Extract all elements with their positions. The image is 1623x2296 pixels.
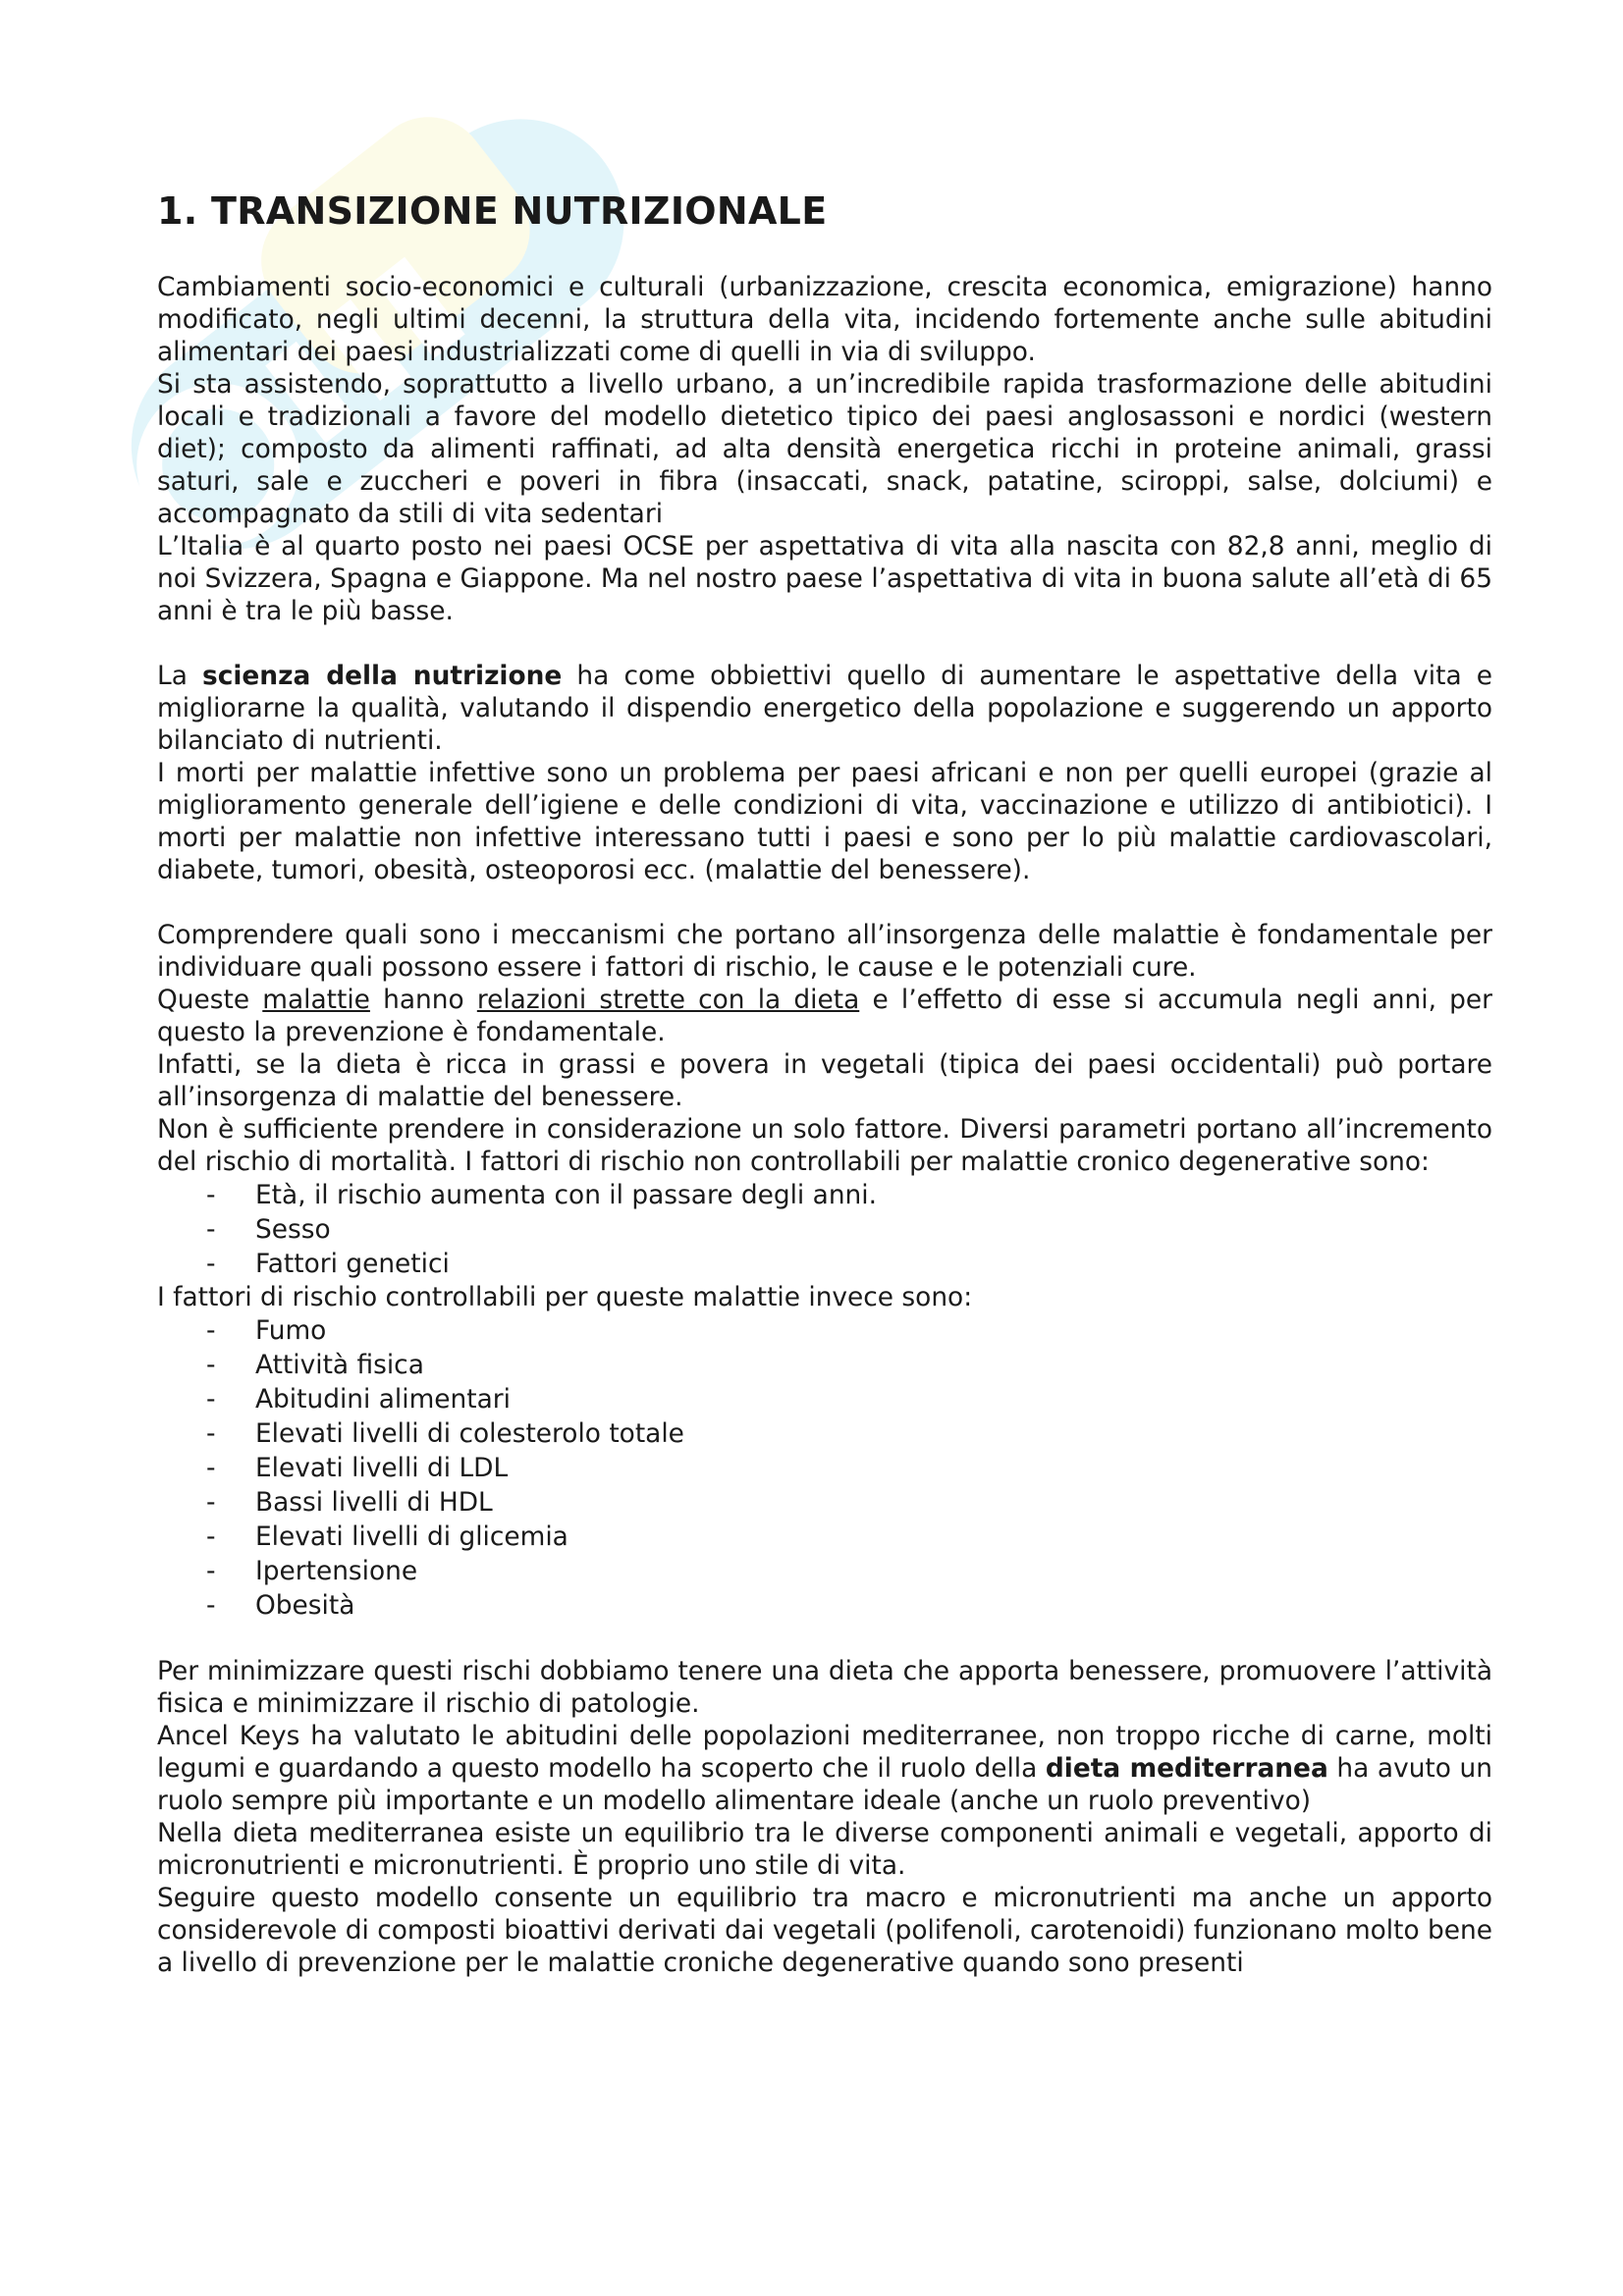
list-item-text: Elevati livelli di colesterolo totale — [255, 1418, 684, 1449]
section-nutrition-science — [157, 660, 1492, 886]
bullet-dash: - — [206, 1180, 216, 1210]
paragraph: Cambiamenti socio-economici e culturali (urbanizzazione, crescita economica, emigrazione) hanno modificato, negli ultimi decenni, la struttura della vita, incidendo fortemente anche sulle abitudini alimentari dei paesi industrializzati come di quelli in via di sviluppo. — [157, 272, 1492, 367]
bullet-dash: - — [206, 1487, 216, 1518]
text-run: Queste — [157, 985, 263, 1015]
paragraph: Comprendere quali sono i meccanismi che portano all’insorgenza delle malattie è fondamentale per individuare quali possono essere i fattori di rischio, le cause e le potenziali cure. — [157, 920, 1492, 983]
bullet-dash: - — [206, 1315, 216, 1346]
list-item-text: Attività fisica — [255, 1350, 424, 1380]
list-item — [157, 1382, 1492, 1416]
list-item-text: Sesso — [255, 1214, 331, 1245]
paragraph: Nella dieta mediterranea esiste un equilibrio tra le diverse componenti animali e vegetali, apporto di micronutrienti e micronutrienti. È proprio uno stile di vita. — [157, 1818, 1492, 1881]
text-run: Ancel Keys ha valutato le abitudini delle popolazioni mediterranee, non troppo ricche di carne, molti legumi e guardando a questo modello ha scoperto che il ruolo della — [157, 1721, 1492, 1784]
list-item — [157, 1247, 1492, 1281]
document-page — [157, 188, 1492, 1979]
list-item — [157, 1451, 1492, 1485]
text-run: ha avuto un ruolo sempre più importante e un modello alimentare ideale (anche un ruolo preventivo) — [157, 1753, 1492, 1816]
list-item-text: Elevati livelli di LDL — [255, 1453, 509, 1483]
list-item-text: Ipertensione — [255, 1556, 418, 1586]
list-item — [157, 1554, 1492, 1588]
bullet-dash: - — [206, 1522, 216, 1552]
list-item-text: Abitudini alimentari — [255, 1384, 511, 1415]
list-item-text: Elevati livelli di glicemia — [255, 1522, 568, 1552]
paragraph: Non è sufficiente prendere in considerazione un solo fattore. Diversi parametri portano all’incremento del rischio di mortalità. I fattori di rischio non controllabili per malattie cronico degenerative sono: — [157, 1114, 1492, 1177]
paragraph: Si sta assistendo, soprattutto a livello urbano, a un’incredibile rapida trasformazione delle abitudini locali e tradizionali a favore del modello dietetico tipico dei paesi anglosassoni e nordici (western diet); composto da alimenti raffinati, ad alta densità energetica ricchi in proteine animali, grassi saturi, sale e zuccheri e poveri in fibra (insaccati, snack, patatine, sciroppi, salse, dolciumi) e accompagnato da stili di vita sedentari — [157, 369, 1492, 529]
bullet-dash: - — [206, 1384, 216, 1415]
bold-term: scienza della nutrizione — [202, 661, 563, 691]
bullet-dash: - — [206, 1453, 216, 1483]
list-item — [157, 1416, 1492, 1451]
list-item — [157, 1588, 1492, 1623]
list-item — [157, 1313, 1492, 1348]
paragraph — [157, 1720, 1492, 1817]
text-run: e l’effetto di esse si accumula negli anni, per questo la prevenzione è fondamentale. — [157, 985, 1492, 1047]
text-run: ha come obbiettivi quello di aumentare le aspettative della vita e migliorarne la qualità, valutando il dispendio energetico della popolazione e suggerendo un apporto bilanciato di nutrienti. — [157, 661, 1493, 756]
bullet-dash: - — [206, 1350, 216, 1380]
section-risk-factors — [157, 919, 1492, 1623]
controllable-factors-list — [157, 1313, 1492, 1623]
bullet-dash: - — [206, 1249, 216, 1279]
text-run: La — [157, 661, 203, 691]
paragraph: Seguire questo modello consente un equilibrio tra macro e micronutrienti ma anche un apporto considerevole di composti bioattivi derivati dai vegetali (polifenoli, carotenoidi) funzionano molto bene a livello di prevenzione per le malattie croniche degenerative quando sono presenti — [157, 1883, 1492, 1978]
uncontrollable-factors-list — [157, 1178, 1492, 1281]
list-item — [157, 1178, 1492, 1212]
underlined-term: relazioni strette con la dieta — [476, 985, 860, 1015]
paragraph — [157, 984, 1492, 1048]
list-item — [157, 1520, 1492, 1554]
bullet-dash: - — [206, 1418, 216, 1449]
list-item-text: Età, il rischio aumenta con il passare degli anni. — [255, 1180, 877, 1210]
paragraph: Per minimizzare questi rischi dobbiamo tenere una dieta che apporta benessere, promuovere l’attività fisica e minimizzare il rischio di patologie. — [157, 1656, 1492, 1719]
paragraph: I fattori di rischio controllabili per queste malattie invece sono: — [157, 1282, 973, 1312]
paragraph — [157, 660, 1492, 757]
list-item — [157, 1485, 1492, 1520]
page-title: 1. TRANSIZIONE NUTRIZIONALE — [157, 189, 828, 233]
paragraph: L’Italia è al quarto posto nei paesi OCSE per aspettativa di vita alla nascita con 82,8 anni, meglio di noi Svizzera, Spagna e Giappone. Ma nel nostro paese l’aspettativa di vita in buona salute all’età di 65 anni è tra le più basse. — [157, 531, 1492, 626]
list-item-text: Fattori genetici — [255, 1249, 450, 1279]
bold-term: dieta mediterranea — [1045, 1753, 1328, 1784]
bullet-dash: - — [206, 1214, 216, 1245]
list-item-text: Obesità — [255, 1590, 355, 1621]
list-item-text: Bassi livelli di HDL — [255, 1487, 493, 1518]
list-item — [157, 1348, 1492, 1382]
section-intro — [157, 271, 1492, 627]
text-run: hanno — [369, 985, 477, 1015]
underlined-term: malattie — [262, 985, 370, 1015]
paragraph: Infatti, se la dieta è ricca in grassi e povera in vegetali (tipica dei paesi occidentali) può portare all’insorgenza di malattie del benessere. — [157, 1049, 1492, 1112]
paragraph: I morti per malattie infettive sono un problema per paesi africani e non per quelli europei (grazie al miglioramento generale dell’igiene e delle condizioni di vita, vaccinazione e utilizzo di antibiotici). I morti per malattie non infettive interessano tutti i paesi e sono per lo più malattie cardiovascolari, diabete, tumori, obesità, osteoporosi ecc. (malattie del benessere). — [157, 758, 1492, 885]
section-mediterranean-diet — [157, 1655, 1492, 1979]
list-item — [157, 1212, 1492, 1247]
list-item-text: Fumo — [255, 1315, 327, 1346]
bullet-dash: - — [206, 1590, 216, 1621]
bullet-dash: - — [206, 1556, 216, 1586]
